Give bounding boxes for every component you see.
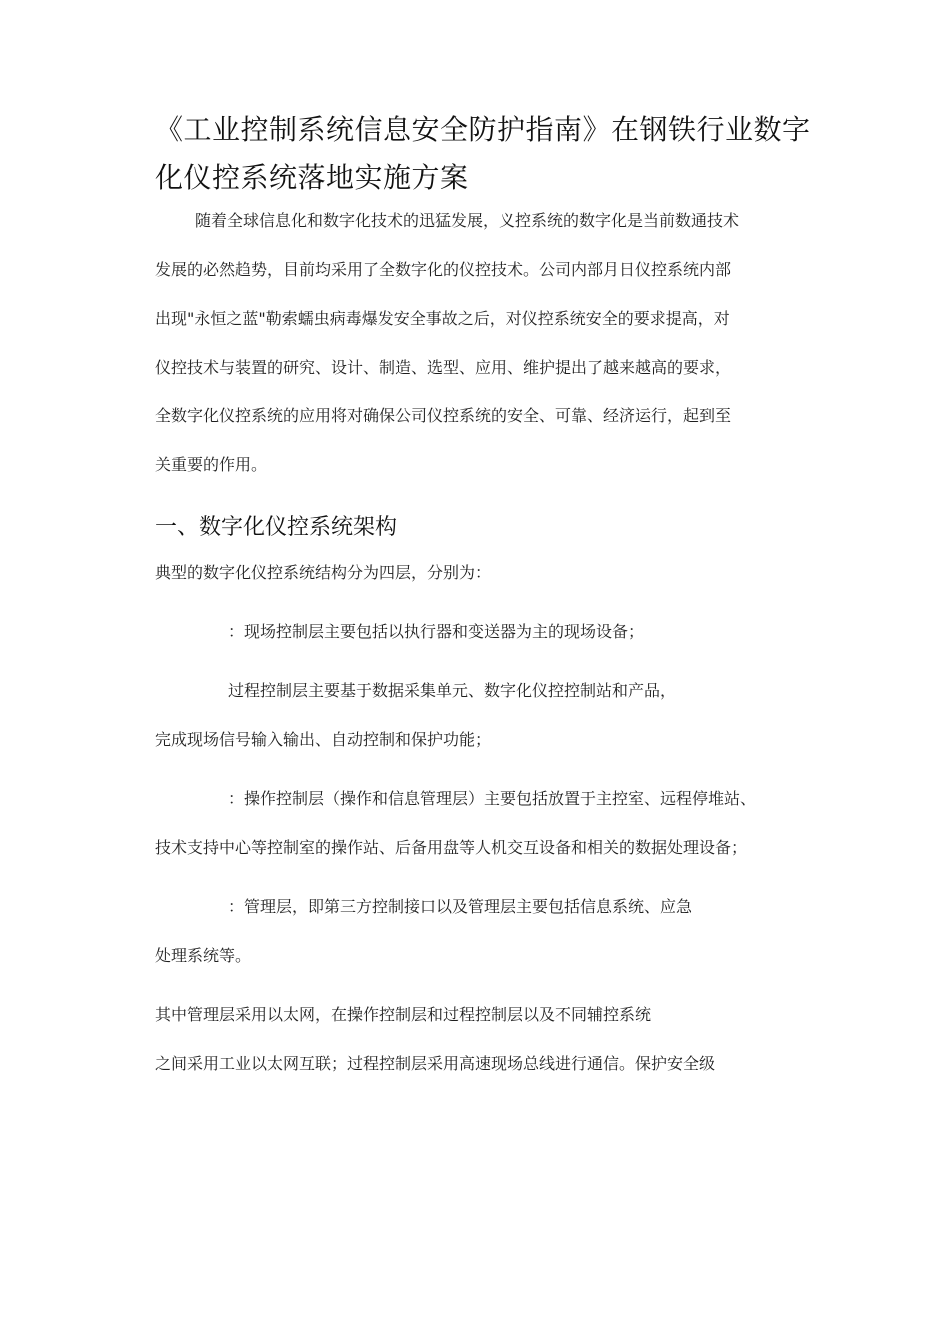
layer-4-item: ：管理层，即第三方控制接口以及管理层主要包括信息系统、应急 bbox=[228, 897, 693, 916]
intro-line-1: 随着全球信息化和数字化技术的迅猛发展，义控系统的数字化是当前数通技术 bbox=[195, 211, 740, 230]
intro-line-6: 关重要的作用。 bbox=[155, 455, 268, 474]
intro-line-2: 发展的必然趋势，目前均采用了全数字化的仪控技术。公司内部月日仪控系统内部 bbox=[155, 260, 732, 279]
layer-4-continuation: 处理系统等。 bbox=[155, 946, 252, 965]
layer-1-item: ：现场控制层主要包括以执行器和变送器为主的现场设备； bbox=[228, 622, 645, 641]
network-line-1: 其中管理层采用以太网，在操作控制层和过程控制层以及不同辅控系统 bbox=[155, 1005, 652, 1024]
title-line-2: 化仪控系统落地实施方案 bbox=[155, 161, 469, 194]
layer-2-item: 过程控制层主要基于数据采集单元、数字化仪控控制站和产品， bbox=[228, 681, 677, 700]
layer-2-continuation: 完成现场信号输入输出、自动控制和保护功能； bbox=[155, 730, 492, 749]
title-line-1: 《工业控制系统信息安全防护指南》在钢铁行业数字 bbox=[155, 113, 811, 146]
section-lead: 典型的数字化仪控系统结构分为四层，分别为： bbox=[155, 563, 492, 582]
intro-line-5: 全数字化仪控系统的应用将对确保公司仪控系统的安全、可靠、经济运行，起到至 bbox=[155, 406, 732, 425]
layer-3-continuation: 技术支持中心等控制室的操作站、后备用盘等人机交互设备和相关的数据处理设备； bbox=[155, 838, 748, 857]
section-heading: 一、数字化仪控系统架构 bbox=[155, 515, 398, 540]
intro-line-4: 仪控技术与装置的研究、设计、制造、选型、应用、维护提出了越来越高的要求， bbox=[155, 358, 732, 377]
layer-3-item: ：操作控制层（操作和信息管理层）主要包括放置于主控室、远程停堆站、 bbox=[228, 789, 757, 808]
network-line-2: 之间采用工业以太网互联；过程控制层采用高速现场总线进行通信。保护安全级 bbox=[155, 1054, 716, 1073]
document-title bbox=[155, 106, 815, 202]
intro-line-3: 出现"永恒之蓝"勒索蠕虫病毒爆发安全事故之后，对仪控系统安全的要求提高，对 bbox=[155, 309, 730, 328]
